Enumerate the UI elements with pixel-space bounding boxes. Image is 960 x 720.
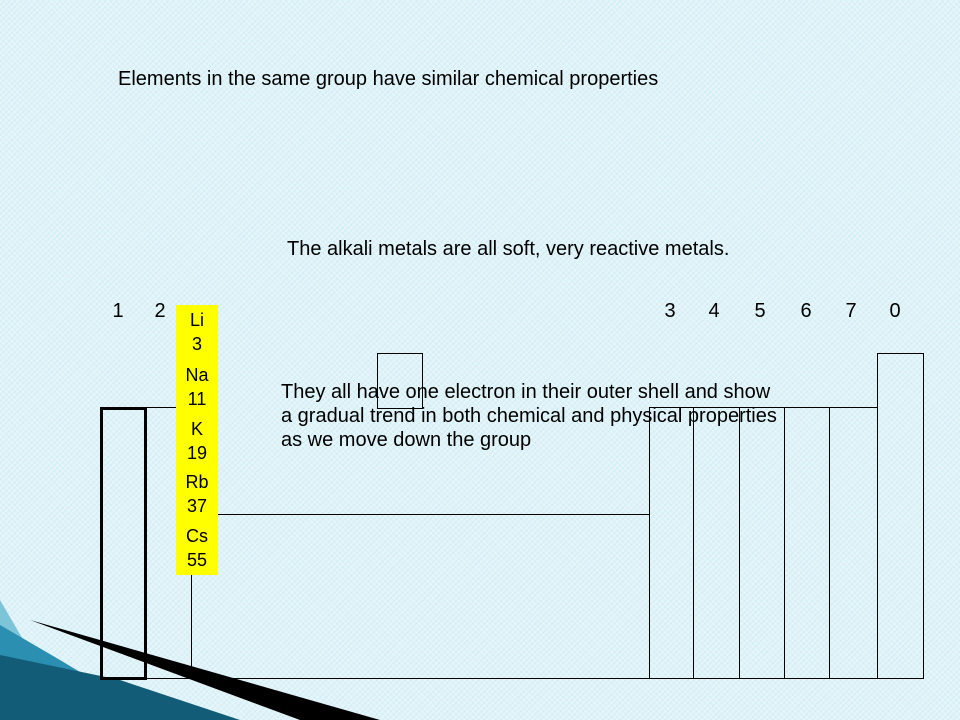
- slide-title: Elements in the same group have similar chemical properties: [118, 68, 659, 90]
- group-number-7: 7: [845, 300, 857, 322]
- element-number-na: 11: [187, 389, 207, 409]
- element-symbol-na: Na: [185, 365, 209, 385]
- element-number-cs: 55: [186, 550, 208, 570]
- group-number-3: 3: [664, 300, 676, 322]
- group-number-6: 6: [800, 300, 812, 322]
- group-0-column: [877, 353, 924, 679]
- element-symbol-k: K: [190, 419, 203, 439]
- group-number-5: 5: [754, 300, 766, 322]
- paragraph-line-1: They all have one electron in their outer shell and show: [281, 381, 771, 403]
- paragraph-line-2: a gradual trend in both chemical and physical properties: [281, 405, 777, 427]
- paragraph-line-3: as we move down the group: [281, 429, 532, 451]
- group-1-highlight-box: [100, 407, 147, 680]
- element-number-rb: 37: [186, 496, 208, 516]
- element-symbol-rb: Rb: [185, 472, 209, 492]
- group-number-2: 2: [154, 300, 166, 322]
- element-number-k: 19: [186, 443, 208, 463]
- alkali-metals-strip: [176, 305, 218, 575]
- explanation-paragraph: [281, 380, 881, 452]
- element-symbol-cs: Cs: [186, 526, 208, 546]
- transition-block: [191, 514, 650, 679]
- group-number-0: 0: [889, 300, 901, 322]
- element-number-li: 3: [191, 334, 202, 354]
- slide-subtitle: The alkali metals are all soft, very reactive metals.: [287, 238, 730, 260]
- element-symbol-li: Li: [189, 310, 204, 330]
- group-number-4: 4: [708, 300, 720, 322]
- group-number-1: 1: [112, 300, 124, 322]
